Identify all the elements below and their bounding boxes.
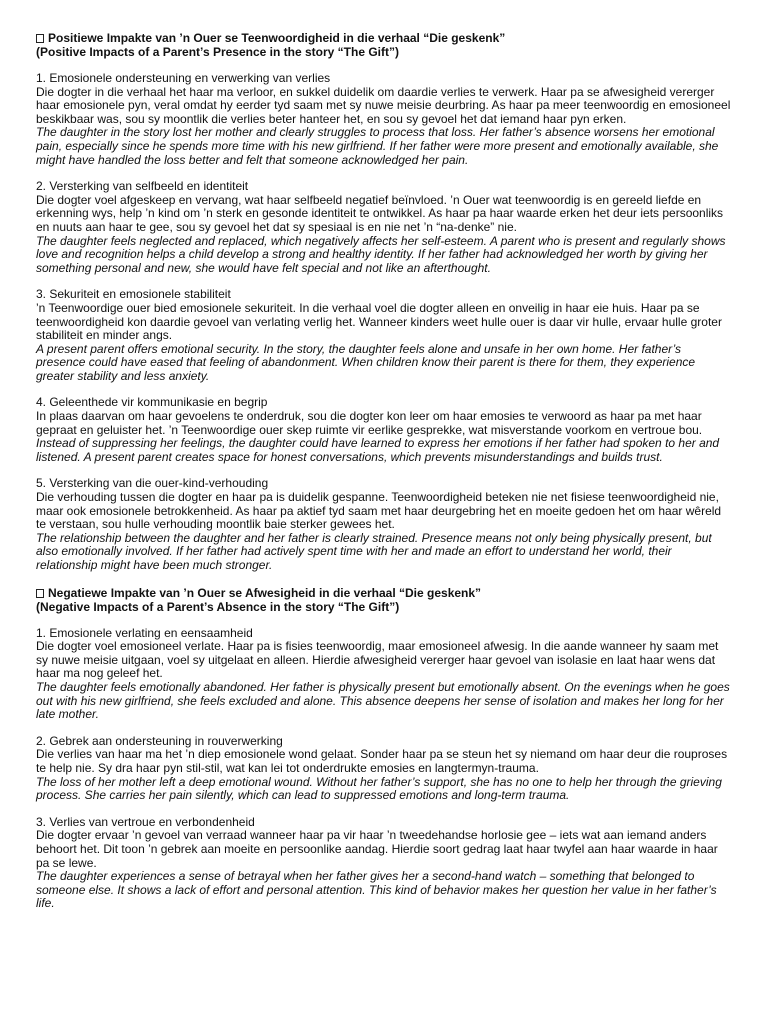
negative-title-af: Negatiewe Impakte van ’n Ouer se Afwesigheid in die verhaal “Die geskenk” [48,585,482,600]
checkbox-icon [36,34,44,43]
point-block [36,396,732,464]
point-title: 3. Sekuriteit en emosionele stabiliteit [36,287,231,302]
point-text-af: Die dogter in die verhaal het haar ma verloor, en sukkel duidelik om daardie verlies te verwerk. Haar pa se afwesigheid vererger haar emosionele pyn, veral omdat hy eerder tyd saam met sy nuwe meisie deurbring. As haar pa meer teenwoordig en emosioneel beskikbaar was, sou sy moontlik die verlies beter hanteer het, en sou sy gevoel het dat iemand haar pyn erken. [36,84,731,126]
point-block [36,288,732,383]
point-block [36,816,732,911]
point-text-en: The relationship between the daughter and her father is clearly strained. Presence means not only being physically present, but also emotionally involved. If her father had actively spent time with her and made an effort to understand her world, their relationship might have been much stronger. [36,530,712,572]
point-text-af: In plaas daarvan om haar gevoelens te onderdruk, sou die dogter kon leer om haar emosies te verwoord as haar pa met haar gepraat en geluister het. ’n Teenwoordige ouer skep ruimte vir eerlike gesprekke, wat misverstande voorkom en vertroue bou. [36,409,703,437]
positive-title-en: (Positive Impacts of a Parent’s Presence in the story “The Gift”) [36,45,399,59]
point-block [36,735,732,803]
point-text-en: The daughter experiences a sense of betrayal when her father gives her a second-hand watch – something that belonged to someone else. It shows a lack of effort and personal attention. This kind of behavior makes her question her value in her father’s life. [36,869,717,911]
point-block [36,72,732,167]
point-text-en: The daughter in the story lost her mother and clearly struggles to process that loss. Her father’s absence worsens her emotional pain, especially since he spends more time with his new girlfriend. If her father were more present and emotionally available, she might have handled the loss better and felt that someone acknowledged her pain. [36,125,719,167]
point-text-en: Instead of suppressing her feelings, the daughter could have learned to express her emotions if her father had spoken to her and listened. A present parent creates space for honest conversations, which prevents misunderstandings and builds trust. [36,436,720,464]
negative-section-heading [36,586,732,614]
point-block [36,180,732,275]
positive-section-heading [36,31,732,59]
point-title: 2. Gebrek aan ondersteuning in rouverwerking [36,733,283,748]
point-text-af: Die dogter ervaar ’n gevoel van verraad wanneer haar pa vir haar ’n tweedehandse horlosie gee – iets wat aan iemand anders behoort het. Dit toon ’n gebrek aan moeite en persoonlike aandag. Hierdie soort gedrag laat haar twyfel aan haar waarde in haar pa se lewe. [36,828,718,870]
point-text-af: Die verlies van haar ma het ’n diep emosionele wond gelaat. Sonder haar pa se steun het sy niemand om haar deur die rouproses te help nie. Sy dra haar pyn stil-stil, wat kan lei tot onderdrukte emosies en langtermyn-trauma. [36,747,728,775]
point-text-en: The loss of her mother left a deep emotional wound. Without her father’s support, she has no one to help her through the grieving process. She carries her pain silently, which can lead to suppressed emotions and long-term trauma. [36,774,722,803]
point-title: 4. Geleenthede vir kommunikasie en begrip [36,395,268,410]
negative-points-list [36,627,732,911]
checkbox-icon [36,589,44,598]
point-text-en: A present parent offers emotional security. In the story, the daughter feels alone and unsafe in her own home. Her father’s presence could have eased that feeling of abandonment. When children know their parent is there for them, they experience greater stability and less anxiety. [36,341,696,383]
point-title: 1. Emosionele ondersteuning en verwerking van verlies [36,71,331,85]
point-title: 2. Versterking van selfbeeld en identiteit [36,179,249,194]
point-text-af: Die dogter voel afgeskeep en vervang, wat haar selfbeeld negatief beïnvloed. ’n Ouer wat teenwoordig is en gereeld liefde en erkenning wys, help ’n kind om ’n sterk en gesonde identiteit te ontwikkel. As haar pa haar waarde erken het deur iets persoonliks en nuuts aan haar te gee, sou sy gevoel het dat sy spesiaal is en nie net ’n “na-denke” nie. [36,192,724,234]
point-text-af: Die dogter voel emosioneel verlate. Haar pa is fisies teenwoordig, maar emosioneel afwesig. In die aande wanneer hy saam met sy nuwe meisie uitgaan, voel sy uitgelaat en alleen. Hierdie afwesigheid vererger haar gevoel van isolasie en laat haar wens dat haar ma nog geleef het. [36,639,719,681]
point-text-en: The daughter feels emotionally abandoned. Her father is physically present but emotionally absent. On the evenings when he goes out with his new girlfriend, she feels excluded and alone. This absence deepens her sense of isolation and makes her long for her late mother. [36,679,730,722]
point-text-af: Die verhouding tussen die dogter en haar pa is duidelik gespanne. Teenwoordigheid beteken nie net fisiese teenwoordigheid nie, maar ook emosionele betrokkenheid. As haar pa aktief tyd saam met haar deurgebring het en moeite gedoen het om haar wêreld te verstaan, sou hulle verhouding moontlik baie sterker gewees het. [36,490,722,532]
point-text-af: ’n Teenwoordige ouer bied emosionele sekuriteit. In die verhaal voel die dogter alleen en onveilig in haar eie huis. Haar pa se teenwoordigheid kon daardie gevoel van verlating verlig het. Wanneer kinders weet hulle ouer is daar vir hulle, ervaar hulle groter stabiliteit en minder angs. [36,300,722,343]
point-title: 3. Verlies van vertroue en verbondenheid [36,814,255,829]
point-title: 1. Emosionele verlating en eensaamheid [36,625,253,640]
point-text-en: The daughter feels neglected and replaced, which negatively affects her self-esteem. A parent who is present and regularly shows love and recognition helps a child develop a strong and healthy identity. If her father had acknowledged her worth by giving her something personal and new, she would have felt special and not like an afterthought. [36,233,726,275]
positive-title-af: Positiewe Impakte van ’n Ouer se Teenwoordigheid in die verhaal “Die geskenk” [48,31,506,45]
negative-title-en: (Negative Impacts of a Parent’s Absence in the story “The Gift”) [36,599,400,614]
point-block [36,627,732,722]
point-title: 5. Versterking van die ouer-kind-verhouding [36,476,269,491]
point-block [36,477,732,572]
positive-points-list [36,72,732,573]
